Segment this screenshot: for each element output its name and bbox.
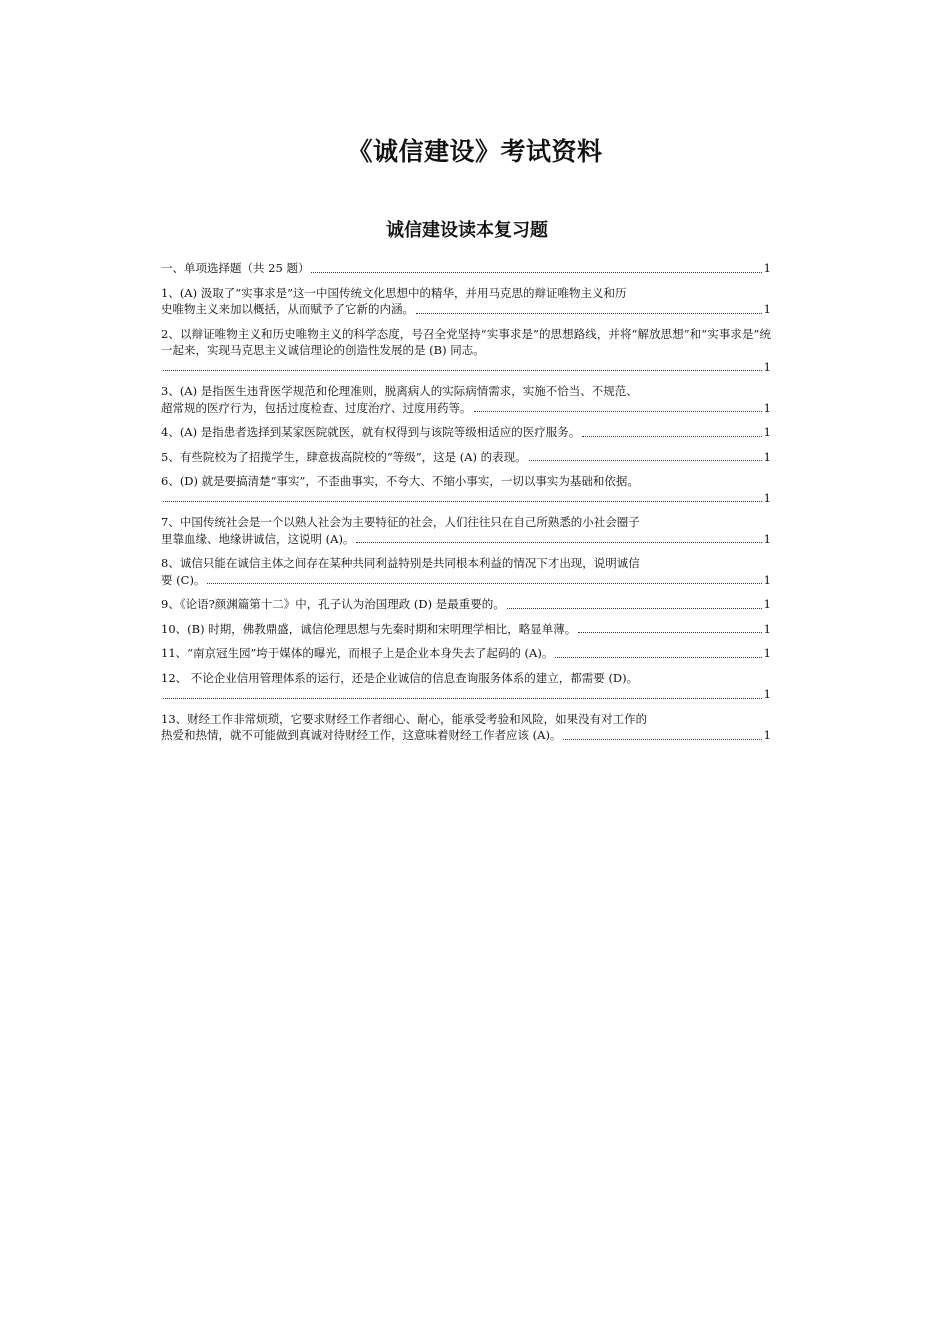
toc-entry-text: 7、中国传统社会是一个以熟人社会为主要特征的社会，人们往往只在自己所熟悉的小社会圈子: [161, 515, 640, 529]
toc-entry[interactable]: [161, 383, 771, 416]
dot-leader: [163, 370, 762, 371]
dot-leader: [163, 501, 762, 502]
toc-entry[interactable]: [161, 621, 771, 638]
toc-entry[interactable]: [161, 555, 771, 588]
toc-entry[interactable]: [161, 670, 771, 703]
toc-entry-text: 11、“南京冠生园”垮于媒体的曝光，而根子上是企业本身失去了起码的 (A)。: [161, 646, 554, 660]
dot-leader: [163, 698, 762, 699]
toc-entry-text: 热爱和热情，就不可能做到真诚对待财经工作，这意味着财经工作者应该 (A)。: [161, 728, 562, 742]
toc-entry-text: 2、以辩证唯物主义和历史唯物主义的科学态度，号召全党坚持“实事求是”的思想路线，并将“解放思想”和“实事求是”统一起来，实现马克思主义诚信理论的创造性发展的是 (B) 同志。: [161, 326, 771, 357]
toc-entry[interactable]: [161, 514, 771, 547]
toc-entry[interactable]: [161, 260, 771, 277]
dot-leader: [311, 272, 761, 273]
dot-leader: [529, 460, 762, 461]
toc-entry-text: 3、(A) 是指医生违背医学规范和伦理准则，脱离病人的实际病情需求，实施不恰当、不规范、: [161, 384, 638, 398]
dot-leader: [563, 739, 761, 740]
toc-entry[interactable]: [161, 449, 771, 466]
toc-entry[interactable]: [161, 711, 771, 744]
toc-page-number: 1: [763, 302, 771, 316]
toc-page-number: 1: [763, 572, 771, 587]
dot-leader: [416, 313, 762, 314]
toc-page-number: 1: [763, 490, 771, 505]
toc-page-number: 1: [763, 728, 771, 742]
toc-entry-text: 9、《论语?颜渊篇第十二》中，孔子认为治国理政 (D) 是最重要的。: [161, 597, 505, 611]
toc-entry-text: 4、(A) 是指患者选择到某家医院就医，就有权得到与该院等级相适应的医疗服务。: [161, 425, 581, 439]
toc-page-number: 1: [763, 261, 771, 275]
toc-page-number: 1: [763, 400, 771, 415]
toc-entry[interactable]: [161, 596, 771, 613]
toc-page-number: 1: [763, 449, 771, 464]
toc-entry-text: 6、(D) 就是要搞清楚“事实”，不歪曲事实，不夸大、不缩小事实，一切以事实为基础和依据。: [161, 474, 639, 488]
section-title: 诚信建设读本复习题: [386, 220, 548, 241]
dot-leader: [356, 542, 761, 543]
dot-leader: [207, 583, 761, 584]
toc-entry-text: 8、诚信只能在诚信主体之间存在某种共同利益特别是共同根本利益的情况下才出现，说明诚信: [161, 556, 640, 570]
dot-leader: [578, 632, 761, 633]
toc-page-number: 1: [763, 646, 771, 660]
toc-page-number: 1: [763, 359, 771, 374]
toc-entry[interactable]: [161, 424, 771, 441]
toc-page-number: 1: [763, 425, 771, 439]
toc-entry-text: 1、(A) 汲取了“实事求是”这一中国传统文化思想中的精华，并用马克思的辩证唯物主义和历: [161, 285, 627, 300]
toc-page-number: 1: [763, 531, 771, 546]
toc-entry-text: 超常规的医疗行为，包括过度检查、过度治疗、过度用药等。: [161, 400, 472, 415]
toc-page-number: 1: [763, 621, 771, 636]
dot-leader: [582, 436, 761, 437]
toc-entry-text: 12、 不论企业信用管理体系的运行，还是企业诚信的信息查询服务体系的建立，都需要 (D)。: [161, 670, 639, 685]
toc-entry[interactable]: [161, 473, 771, 506]
dot-leader: [555, 657, 761, 658]
toc-entry-text: 一、单项选择题（共 25 题）: [161, 261, 310, 275]
toc-entry[interactable]: [161, 285, 771, 318]
toc-entry[interactable]: [161, 645, 771, 662]
toc-entry-text: 13、财经工作非常烦琐，它要求财经工作者细心、耐心，能承受考验和风险，如果没有对工作的: [161, 711, 648, 726]
toc-page-number: 1: [763, 597, 771, 611]
document-title: 《诚信建设》考试资料: [347, 137, 603, 166]
toc-entry-text: 5、有些院校为了招揽学生，肆意拔高院校的“等级”，这是 (A) 的表现。: [161, 449, 527, 464]
toc-entry-text: 史唯物主义来加以概括，从而赋予了它新的内涵。: [161, 302, 414, 316]
toc-entry[interactable]: [161, 326, 771, 376]
toc-entry-text: 10、(B) 时期，佛教鼎盛，诚信伦理思想与先秦时期和宋明理学相比，略显单薄。: [161, 621, 577, 636]
dot-leader: [507, 608, 762, 609]
toc-entry-text: 里靠血缘、地缘讲诚信，这说明 (A)。: [161, 531, 355, 546]
toc-page-number: 1: [763, 687, 771, 701]
table-of-contents: [161, 260, 771, 752]
toc-entry-text: 要 (C)。: [161, 572, 206, 587]
dot-leader: [474, 411, 762, 412]
